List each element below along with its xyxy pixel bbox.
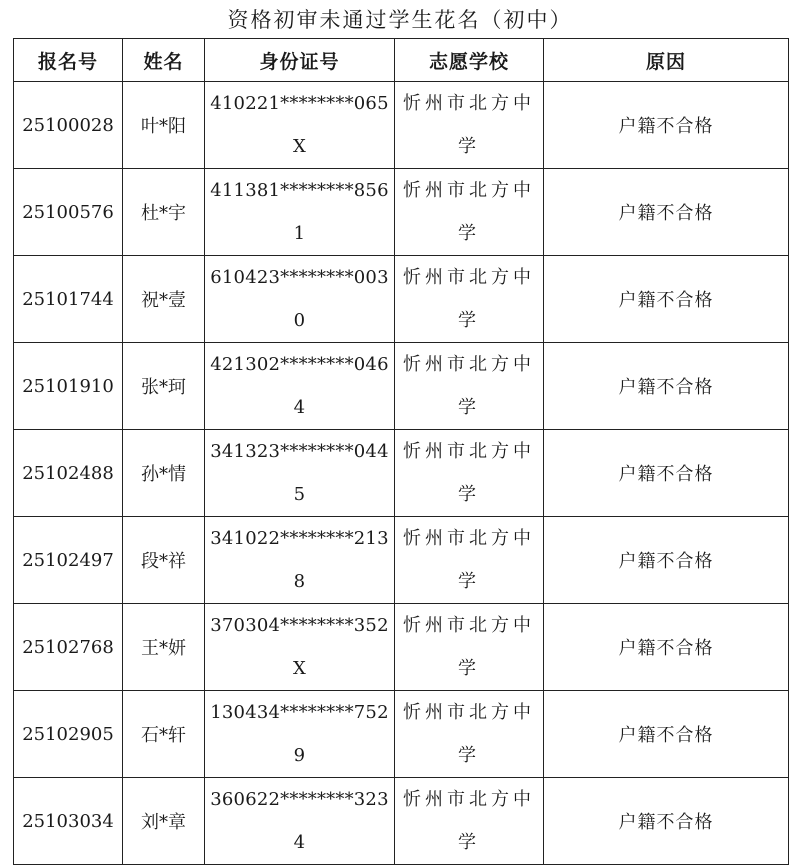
- student-name-cell: 段*祥: [123, 517, 205, 604]
- table-row: [14, 778, 789, 865]
- reason-cell: 户籍不合格: [544, 343, 789, 430]
- table-row: [14, 604, 789, 691]
- table-row: [14, 430, 789, 517]
- preferred-school-cell: 忻州市北方中学: [395, 430, 544, 517]
- header-reason: 原因: [544, 39, 789, 82]
- table-row: [14, 343, 789, 430]
- table-row: [14, 256, 789, 343]
- registration-number-cell: 25103034: [14, 778, 123, 865]
- header-id-number: 身份证号: [205, 39, 395, 82]
- registration-number-cell: 25102488: [14, 430, 123, 517]
- failed-students-table: [13, 38, 789, 865]
- document-title: 资格初审未通过学生花名（初中）: [227, 8, 573, 32]
- id-number-cell: 341022********2138: [205, 517, 395, 604]
- registration-number-cell: 25102768: [14, 604, 123, 691]
- student-name-cell: 王*妍: [123, 604, 205, 691]
- table-body: [14, 82, 789, 865]
- id-number-cell: 341323********0445: [205, 430, 395, 517]
- registration-number-cell: 25100028: [14, 82, 123, 169]
- preferred-school-cell: 忻州市北方中学: [395, 517, 544, 604]
- id-number-cell: 411381********8561: [205, 169, 395, 256]
- table-header-row: [14, 39, 789, 82]
- preferred-school-cell: 忻州市北方中学: [395, 604, 544, 691]
- preferred-school-cell: 忻州市北方中学: [395, 343, 544, 430]
- id-number-cell: 410221********065X: [205, 82, 395, 169]
- reason-cell: 户籍不合格: [544, 517, 789, 604]
- student-name-cell: 张*珂: [123, 343, 205, 430]
- student-name-cell: 石*轩: [123, 691, 205, 778]
- reason-cell: 户籍不合格: [544, 169, 789, 256]
- reason-cell: 户籍不合格: [544, 691, 789, 778]
- header-name: 姓名: [123, 39, 205, 82]
- table-row: [14, 82, 789, 169]
- header-preferred-school: 志愿学校: [395, 39, 544, 82]
- student-name-cell: 孙*情: [123, 430, 205, 517]
- registration-number-cell: 25101910: [14, 343, 123, 430]
- reason-cell: 户籍不合格: [544, 82, 789, 169]
- reason-cell: 户籍不合格: [544, 778, 789, 865]
- table-row: [14, 691, 789, 778]
- preferred-school-cell: 忻州市北方中学: [395, 82, 544, 169]
- id-number-cell: 610423********0030: [205, 256, 395, 343]
- id-number-cell: 421302********0464: [205, 343, 395, 430]
- student-name-cell: 刘*章: [123, 778, 205, 865]
- reason-cell: 户籍不合格: [544, 430, 789, 517]
- student-name-cell: 叶*阳: [123, 82, 205, 169]
- student-name-cell: 祝*壹: [123, 256, 205, 343]
- preferred-school-cell: 忻州市北方中学: [395, 691, 544, 778]
- reason-cell: 户籍不合格: [544, 256, 789, 343]
- table-row: [14, 169, 789, 256]
- student-name-cell: 杜*宇: [123, 169, 205, 256]
- preferred-school-cell: 忻州市北方中学: [395, 778, 544, 865]
- preferred-school-cell: 忻州市北方中学: [395, 256, 544, 343]
- reason-cell: 户籍不合格: [544, 604, 789, 691]
- preferred-school-cell: 忻州市北方中学: [395, 169, 544, 256]
- registration-number-cell: 25101744: [14, 256, 123, 343]
- id-number-cell: 130434********7529: [205, 691, 395, 778]
- id-number-cell: 360622********3234: [205, 778, 395, 865]
- registration-number-cell: 25102905: [14, 691, 123, 778]
- header-registration-number: 报名号: [14, 39, 123, 82]
- id-number-cell: 370304********352X: [205, 604, 395, 691]
- registration-number-cell: 25100576: [14, 169, 123, 256]
- table-row: [14, 517, 789, 604]
- registration-number-cell: 25102497: [14, 517, 123, 604]
